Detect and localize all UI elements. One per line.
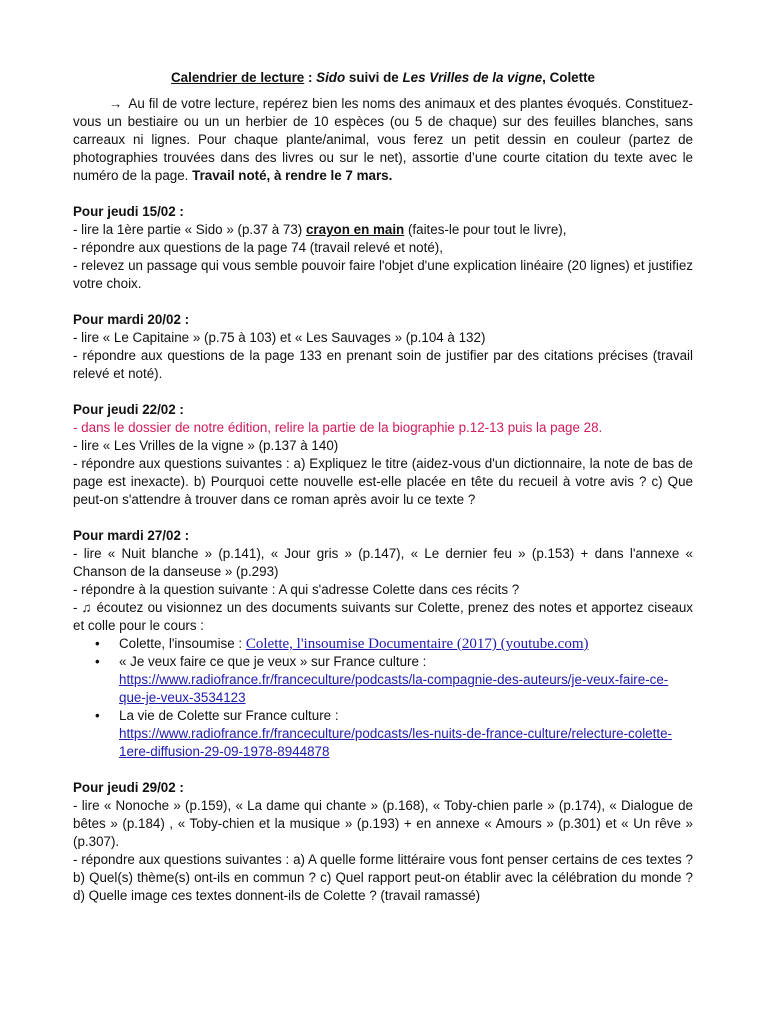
s3-red-line: - dans le dossier de notre édition, relire la partie de la biographie p.12-13 puis la page 28. — [73, 420, 603, 435]
s2-line-2: - répondre aux questions de la page 133 en prenant soin de justifier par des citations précises (travail relevé et noté). — [73, 348, 693, 381]
s4-line-3: - ♫ écoutez ou visionnez un des documents suivants sur Colette, prenez des notes et apportez ciseaux et colle pour le cours : — [73, 600, 693, 633]
youtube-documentary-link[interactable]: Colette, l'insoumise Documentaire (2017) (youtube.com) — [245, 636, 589, 652]
title-suivi: suivi de — [345, 70, 403, 85]
s5-line-2: - répondre aux questions suivantes : a) A quelle forme littéraire vous font penser certains de ces textes ? b) Quel(s) thème(s) ont-ils en commun ? c) Quel rapport peut-on établir avec la célébration du monde ? d) Quelle image ces textes donnent-ils de Colette ? (travail ramassé) — [73, 852, 693, 903]
france-culture-link-2[interactable]: https://www.radiofrance.fr/franceculture/podcasts/les-nuits-de-france-culture/relecture-colette-1ere-diffusion-29-09-1978-8944878 — [119, 726, 672, 759]
bullet-icon: • — [95, 708, 100, 723]
page-title — [73, 69, 693, 87]
section-heading-mardi-27: Pour mardi 27/02 : — [73, 528, 190, 543]
list-item — [95, 707, 693, 761]
section-heading-jeudi-22 — [73, 401, 693, 419]
section-heading-mardi-20: Pour mardi 20/02 : — [73, 312, 190, 327]
title-prefix: Calendrier de lecture — [171, 70, 305, 85]
s3-line-1: - lire « Les Vrilles de la vigne » (p.137 à 140) — [73, 438, 339, 453]
resource-3-text: La vie de Colette sur France culture : — [119, 708, 339, 723]
title-author: , Colette — [542, 70, 595, 85]
s1-line-1 — [73, 221, 693, 239]
france-culture-link-1[interactable]: https://www.radiofrance.fr/franceculture/podcasts/la-compagnie-des-auteurs/je-veux-faire-ce-que-je-veux-3534123 — [119, 672, 669, 705]
intro-paragraph — [73, 95, 693, 185]
intro-text: Au fil de votre lecture, repérez bien les noms des animaux et des plantes évoqués. Constituez-vous un bestiaire ou un un herbier de 10 espèces (ou 5 de chaque) sur des feuilles blanches, sans carreaux ni lignes. Pour chaque plante/animal, vous ferez un petit dessin en couleur (partez de photographies trouvées dans des livres ou sur le net), assortie d’une courte citation du texte avec le numéro de la page. — [73, 96, 693, 183]
intro-bold: Travail noté, à rendre le 7 mars. — [192, 168, 393, 183]
s4-line-1: - lire « Nuit blanche » (p.141), « Jour gris » (p.147), « Le dernier feu » (p.153) + dans l'annexe « Chanson de la danseuse » (p.293) — [73, 546, 693, 579]
resource-2-text: « Je veux faire ce que je veux » sur France culture : — [119, 654, 427, 669]
s2-line-1: - lire « Le Capitaine » (p.75 à 103) et « Les Sauvages » (p.104 à 132) — [73, 330, 486, 345]
s1-line-1-a: - lire la 1ère partie « Sido » (p.37 à 73) — [73, 222, 306, 237]
s1-line-3: - relevez un passage qui vous semble pouvoir faire l'objet d'une explication linéaire (20 lignes) et justifiez votre choix. — [73, 258, 693, 291]
s5-line-1: - lire « Nonoche » (p.159), « La dame qui chante » (p.168), « Toby-chien parle » (p.174), « Dialogue de bêtes » (p.184) , « Toby-chien et la musique » (p.193) + en annexe « Amours » (p.301) et « Un rêve » (p.307). — [73, 798, 693, 849]
bullet-icon: • — [95, 654, 100, 669]
s4-line-2: - répondre à la question suivante : A qui s'adresse Colette dans ces récits ? — [73, 582, 520, 597]
list-item — [95, 635, 693, 653]
title-vrilles: Les Vrilles de la vigne — [402, 70, 543, 85]
list-item — [95, 653, 693, 707]
section-heading-jeudi-15: Pour jeudi 15/02 : — [73, 204, 184, 219]
section-heading-jeudi-29: Pour jeudi 29/02 : — [73, 780, 184, 795]
s1-line-2: - répondre aux questions de la page 74 (travail relevé et noté), — [73, 240, 443, 255]
arrow-icon: → — [109, 96, 123, 111]
s1-line-1-c: (faites-le pour tout le livre), — [404, 222, 567, 237]
bullet-icon: • — [95, 636, 100, 651]
title-sido: Sido — [316, 70, 346, 85]
resource-list — [73, 635, 693, 761]
document-content — [73, 69, 693, 905]
crayon-en-main: crayon en main — [305, 222, 405, 237]
s3-line-2: - répondre aux questions suivantes : a) Expliquez le titre (aidez-vous d'un dictionnaire, la note de bas de page est inexacte). b) Pourquoi cette nouvelle est-elle placée en tête du recueil à votre avis ? c) Que peut-on s'attendre à trouver dans ce roman après avoir lu ce texte ? — [73, 456, 693, 507]
title-colon: : — [304, 70, 317, 85]
resource-1-text: Colette, l'insoumise : — [119, 636, 246, 651]
s3-heading-text: Pour jeudi 22/02 : — [73, 402, 184, 417]
